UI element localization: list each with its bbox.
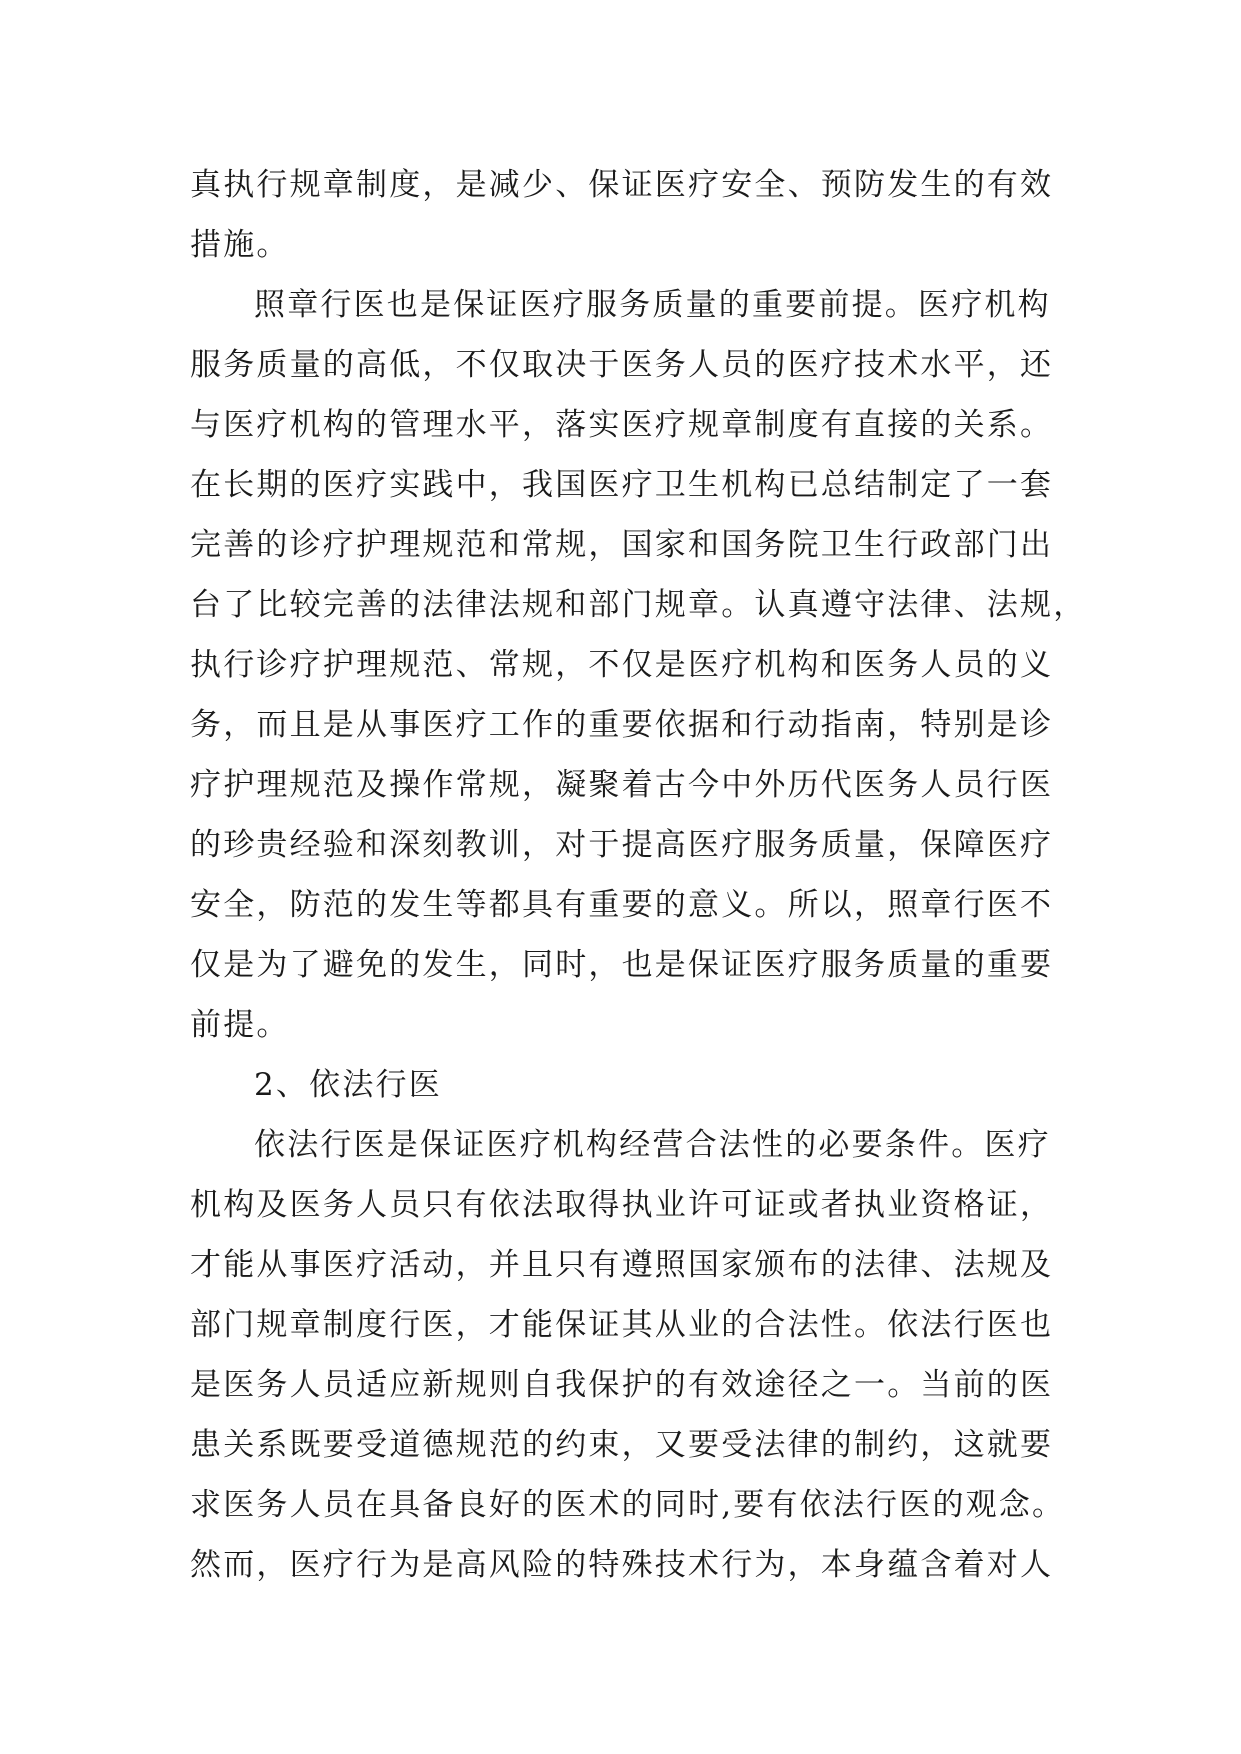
text-line: 前提。 (190, 1007, 290, 1043)
text-line: 完善的诊疗护理规范和常规，国家和国务院卫生行政部门出 (190, 527, 1054, 563)
text-line: 措施。 (190, 227, 290, 263)
text-line: 的珍贵经验和深刻教训，对于提高医疗服务质量，保障医疗 (190, 827, 1054, 863)
text-line: 在长期的医疗实践中，我国医疗卫生机构已总结制定了一套 (190, 467, 1054, 503)
text-line: 才能从事医疗活动，并且只有遵照国家颁布的法律、法规及 (190, 1247, 1054, 1283)
text-line: 部门规章制度行医，才能保证其从业的合法性。依法行医也 (190, 1307, 1054, 1343)
text-line: 务，而且是从事医疗工作的重要依据和行动指南，特别是诊 (190, 707, 1054, 743)
text-line: 患关系既要受道德规范的约束，又要受法律的制约，这就要 (190, 1427, 1054, 1463)
text-line: 真执行规章制度，是减少、保证医疗安全、预防发生的有效 (190, 167, 1054, 203)
text-line: 服务质量的高低，不仅取决于医务人员的医疗技术水平，还 (190, 347, 1054, 383)
text-line: 机构及医务人员只有依法取得执业许可证或者执业资格证， (190, 1187, 1054, 1223)
text-line: 仅是为了避免的发生，同时，也是保证医疗服务质量的重要 (190, 947, 1054, 983)
text-line: 求医务人员在具备良好的医术的同时,要有依法行医的观念。 (190, 1487, 1066, 1523)
paragraph-start-line: 依法行医是保证医疗机构经营合法性的必要条件。医疗 (254, 1127, 1051, 1163)
text-line: 台了比较完善的法律法规和部门规章。认真遵守法律、法规， (190, 587, 1087, 623)
text-line: 安全，防范的发生等都具有重要的意义。所以，照章行医不 (190, 887, 1054, 923)
text-line: 然而，医疗行为是高风险的特殊技术行为，本身蕴含着对人 (190, 1547, 1054, 1583)
body-text (190, 155, 1087, 1595)
paragraph-start-line: 照章行医也是保证医疗服务质量的重要前提。医疗机构 (254, 287, 1051, 323)
section-heading: 2、依法行医 (254, 1067, 442, 1103)
text-line: 执行诊疗护理规范、常规，不仅是医疗机构和医务人员的义 (190, 647, 1054, 683)
text-line: 与医疗机构的管理水平，落实医疗规章制度有直接的关系。 (190, 407, 1054, 443)
text-line: 疗护理规范及操作常规，凝聚着古今中外历代医务人员行医 (190, 767, 1054, 803)
text-line: 是医务人员适应新规则自我保护的有效途径之一。当前的医 (190, 1367, 1054, 1403)
